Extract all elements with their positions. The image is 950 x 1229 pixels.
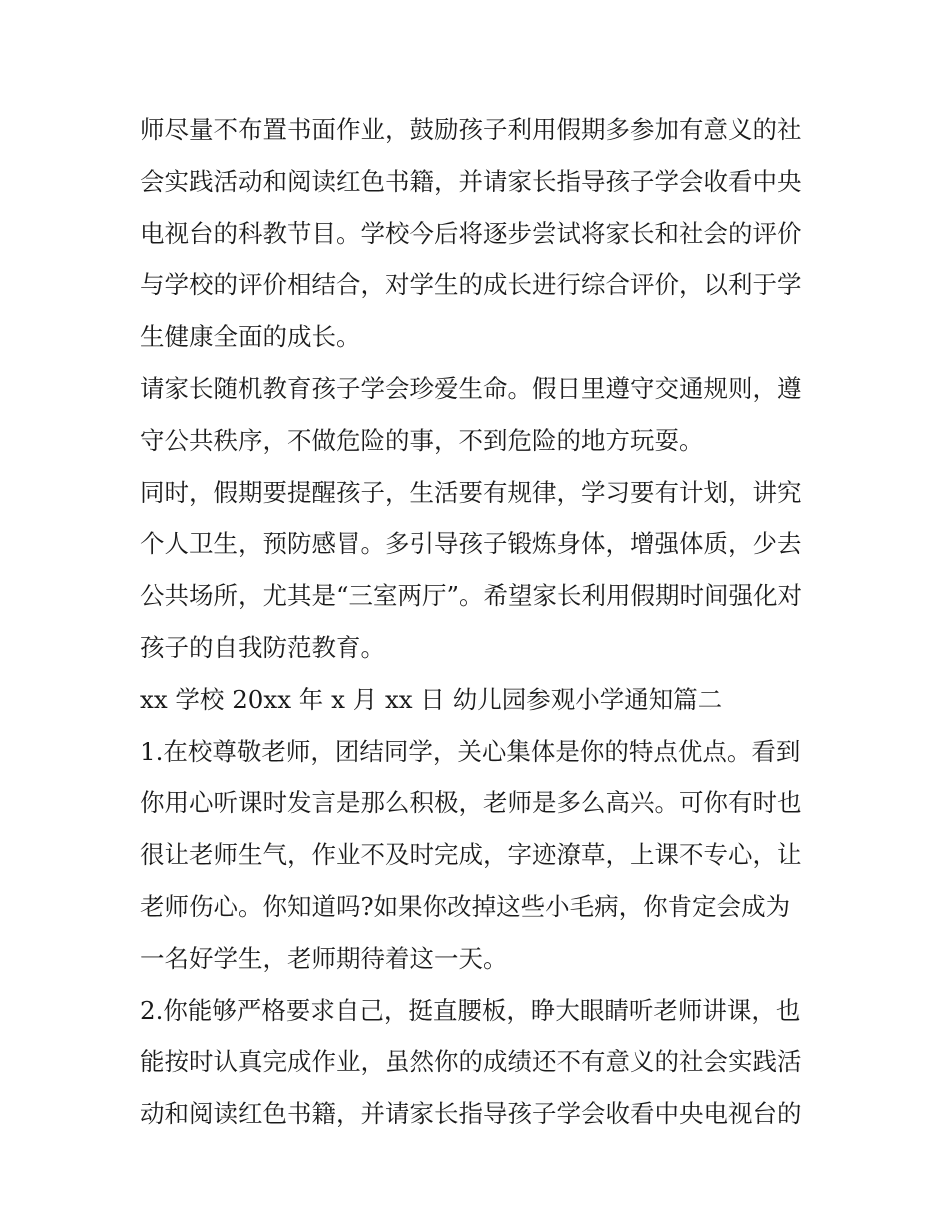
text-line: 一名好学生，老师期待着这一天。 xyxy=(140,943,508,973)
text-line: 请家长随机教育孩子学会珍爱生命。假日里遵守交通规则，遵 xyxy=(140,373,802,403)
paragraph-safety xyxy=(140,363,820,467)
text-line: 守公共秩序，不做危险的事，不到危险的地方玩耍。 xyxy=(140,425,704,455)
text-line: 师尽量不布置书面作业，鼓励孩子利用假期多参加有意义的社 xyxy=(140,115,802,144)
paragraph-activities xyxy=(140,104,820,363)
text-line: 个人卫生，预防感冒。多引导孩子锻炼身体，增强体质，少去 xyxy=(140,529,802,559)
text-line: 你用心听课时发言是那么积极，老师是多么高兴。可你有时也 xyxy=(140,788,802,818)
text-line: 2.你能够严格要求自己，挺直腰板，睁大眼睛听老师讲课，也 xyxy=(140,995,801,1025)
text-line: 孩子的自我防范教育。 xyxy=(140,632,385,662)
text-line: 生健康全面的成长。 xyxy=(140,322,361,352)
text-line: 能按时认真完成作业，虽然你的成绩还不有意义的社会实践活 xyxy=(140,1047,802,1077)
paragraph-comment-2 xyxy=(140,985,820,1140)
text-line: 动和阅读红色书籍，并请家长指导孩子学会收看中央电视台的 xyxy=(140,1099,802,1129)
text-line: xx 学校 20xx 年 x 月 xx 日 幼儿园参观小学通知篇二 xyxy=(140,684,723,714)
text-line: 1.在校尊敬老师，团结同学，关心集体是你的特点优点。看到 xyxy=(140,736,801,766)
text-line: 与学校的评价相结合，对学生的成长进行综合评价，以利于学 xyxy=(140,270,802,300)
paragraph-health xyxy=(140,467,820,674)
text-line: 公共场所，尤其是“三室两厅”。希望家长利用假期时间强化对 xyxy=(140,581,803,611)
text-line: 很让老师生气，作业不及时完成，字迹潦草，上课不专心，让 xyxy=(140,840,802,870)
text-line: 老师伤心。你知道吗?如果你改掉这些小毛病，你肯定会成为 xyxy=(140,891,791,921)
text-line: 同时，假期要提醒孩子，生活要有规律，学习要有计划，讲究 xyxy=(140,477,802,507)
paragraph-comment-1 xyxy=(140,726,820,985)
text-line: 电视台的科教节目。学校今后将逐步尝试将家长和社会的评价 xyxy=(140,218,802,248)
text-line: 会实践活动和阅读红色书籍，并请家长指导孩子学会收看中央 xyxy=(140,166,802,196)
document-page xyxy=(140,104,820,1140)
paragraph-signature-heading xyxy=(140,674,820,726)
